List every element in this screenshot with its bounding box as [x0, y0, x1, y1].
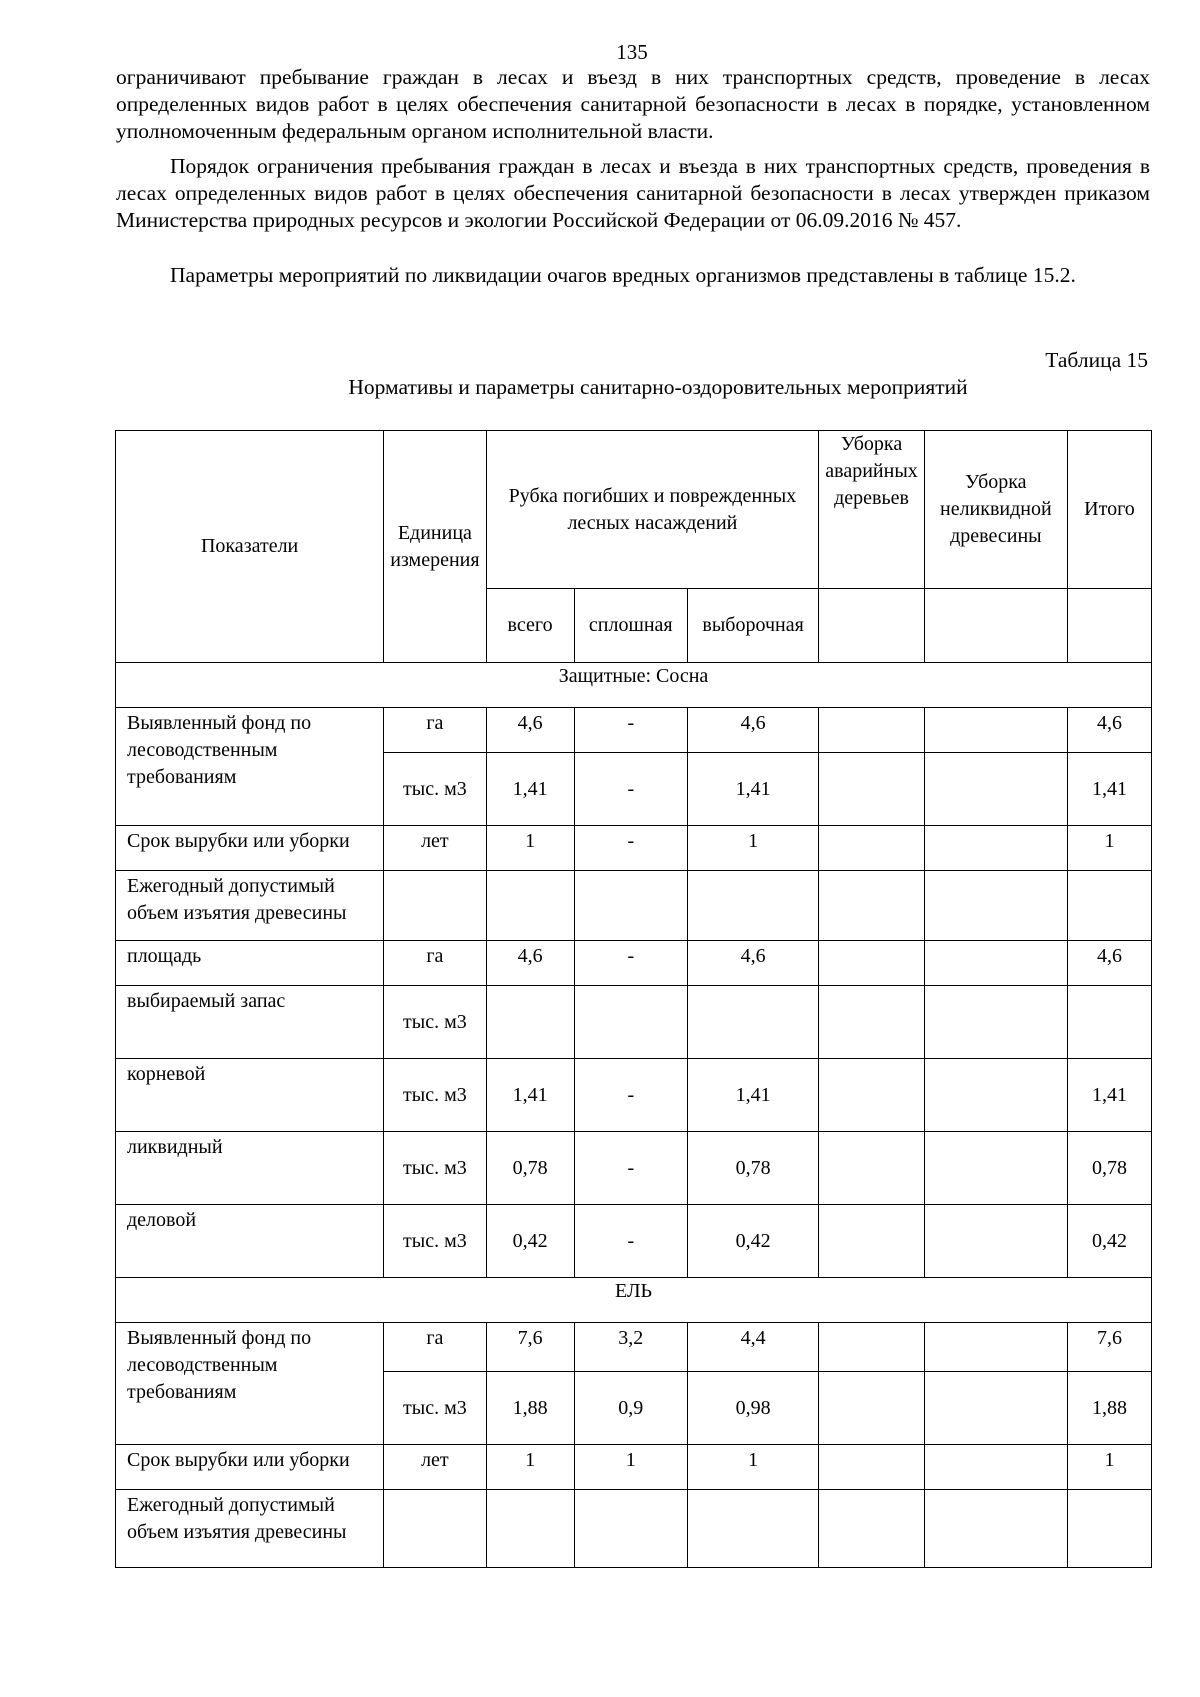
cell-illiquid	[924, 1490, 1067, 1568]
cell-clear: -	[574, 1132, 687, 1205]
row-unit: тыс. м3	[384, 1205, 486, 1278]
cell-total: 0,78	[1067, 1132, 1151, 1205]
cell-total: 0,42	[1067, 1205, 1151, 1278]
cell-all: 1,88	[486, 1372, 574, 1445]
cell-all: 1,41	[486, 1059, 574, 1132]
cell-all: 7,6	[486, 1323, 574, 1372]
table-row	[116, 871, 1152, 941]
norms-table	[115, 430, 1152, 1568]
cell-clear	[574, 986, 687, 1059]
table-row	[116, 1490, 1152, 1568]
table-row	[116, 826, 1152, 871]
cell-clear	[574, 1490, 687, 1568]
table-title: Нормативы и параметры санитарно-оздоровительных мероприятий	[348, 375, 968, 399]
cell-emergency	[819, 941, 924, 986]
row-unit: лет	[384, 1445, 486, 1490]
section-row	[116, 663, 1152, 708]
header-illiquid: Уборка неликвидной древесины	[924, 431, 1067, 589]
paragraph-2	[116, 153, 1150, 234]
table-row	[116, 986, 1152, 1059]
cell-illiquid	[924, 1445, 1067, 1490]
row-unit: тыс. м3	[384, 1372, 486, 1445]
cell-clear: 1	[574, 1445, 687, 1490]
cell-total: 1,41	[1067, 753, 1151, 826]
cell-all	[486, 1490, 574, 1568]
cell-emergency	[819, 871, 924, 941]
row-label: Выявленный фонд по лесоводственным требованиям	[116, 1323, 384, 1445]
cell-clear: 0,9	[574, 1372, 687, 1445]
paragraph-text: Порядок ограничения пребывания граждан в лесах и въезда в них транспортных средств, проведения в лесах определенных видов работ в целях обеспечения санитарной безопасности в лесах утвержден приказом Министерства природных ресурсов и экологии Российской Федерации от 06.09.2016 № 457.	[116, 154, 1150, 232]
cell-selective	[687, 1490, 818, 1568]
table-row	[116, 1323, 1152, 1372]
cell-emergency	[819, 708, 924, 753]
cell-selective: 1	[687, 1445, 818, 1490]
row-label: деловой	[116, 1205, 384, 1278]
cell-all: 4,6	[486, 941, 574, 986]
cell-illiquid	[924, 1059, 1067, 1132]
header-row-1	[116, 431, 1152, 589]
cell-illiquid	[924, 871, 1067, 941]
cell-selective: 1,41	[687, 1059, 818, 1132]
cell-total: 4,6	[1067, 941, 1151, 986]
cell-total	[1067, 986, 1151, 1059]
cell-illiquid	[924, 1132, 1067, 1205]
cell-all: 1	[486, 826, 574, 871]
cell-emergency	[819, 1132, 924, 1205]
row-unit: лет	[384, 826, 486, 871]
cell-clear: -	[574, 826, 687, 871]
table-row	[116, 1132, 1152, 1205]
cell-total: 1,88	[1067, 1372, 1151, 1445]
cell-clear: 3,2	[574, 1323, 687, 1372]
cell-illiquid	[924, 753, 1067, 826]
cell-illiquid	[924, 941, 1067, 986]
cell-emergency	[819, 1490, 924, 1568]
header-sub-clear: сплошная	[574, 589, 687, 663]
cell-illiquid	[924, 1372, 1067, 1445]
cell-clear: -	[574, 1059, 687, 1132]
cell-all: 0,42	[486, 1205, 574, 1278]
cell-emergency	[819, 1372, 924, 1445]
cell-emergency	[819, 1323, 924, 1372]
row-label: Ежегодный допустимый объем изъятия древесины	[116, 871, 384, 941]
paragraph-text: ограничивают пребывание граждан в лесах и въезд в них транспортных средств, проведение в лесах определенных видов работ в целях обеспечения санитарной безопасности в лесах в порядке, установленном уполномоченным федеральным органом исполнительной власти.	[116, 65, 1150, 143]
paragraph-text: Параметры мероприятий по ликвидации очагов вредных организмов представлены в таблице 15.2.	[170, 263, 1076, 287]
table-row	[116, 1205, 1152, 1278]
cell-all: 0,78	[486, 1132, 574, 1205]
paragraph-1	[116, 64, 1150, 145]
cell-selective: 0,42	[687, 1205, 818, 1278]
table-label: Таблица 15	[1045, 348, 1148, 372]
section-row	[116, 1278, 1152, 1323]
row-unit	[384, 871, 486, 941]
page-number: 135	[616, 40, 648, 64]
header-emergency: Уборка аварийных деревьев	[819, 431, 924, 589]
header-sub-empty	[924, 589, 1067, 663]
cell-emergency	[819, 1445, 924, 1490]
cell-illiquid	[924, 708, 1067, 753]
paragraph-3	[116, 262, 1150, 289]
header-total: Итого	[1067, 431, 1151, 589]
cell-total: 4,6	[1067, 708, 1151, 753]
table-row	[116, 941, 1152, 986]
row-label: Выявленный фонд по лесоводственным требованиям	[116, 708, 384, 826]
cell-all: 1,41	[486, 753, 574, 826]
cell-total	[1067, 871, 1151, 941]
cell-clear: -	[574, 1205, 687, 1278]
row-label: Срок вырубки или уборки	[116, 1445, 384, 1490]
cell-clear: -	[574, 708, 687, 753]
row-label: выбираемый запас	[116, 986, 384, 1059]
cell-all: 1	[486, 1445, 574, 1490]
cell-emergency	[819, 826, 924, 871]
cell-total: 7,6	[1067, 1323, 1151, 1372]
cell-emergency	[819, 1205, 924, 1278]
header-felling: Рубка погибших и поврежденных лесных насаждений	[486, 431, 819, 589]
header-indicators: Показатели	[116, 431, 384, 663]
cell-illiquid	[924, 1205, 1067, 1278]
cell-illiquid	[924, 826, 1067, 871]
header-sub-selective: выборочная	[687, 589, 818, 663]
cell-selective: 1	[687, 826, 818, 871]
cell-all	[486, 986, 574, 1059]
row-unit: га	[384, 941, 486, 986]
cell-selective: 4,6	[687, 708, 818, 753]
cell-emergency	[819, 986, 924, 1059]
cell-clear: -	[574, 753, 687, 826]
cell-illiquid	[924, 986, 1067, 1059]
cell-clear	[574, 871, 687, 941]
row-unit: тыс. м3	[384, 1059, 486, 1132]
row-unit: га	[384, 1323, 486, 1372]
cell-selective: 0,78	[687, 1132, 818, 1205]
header-sub-all: всего	[486, 589, 574, 663]
row-unit	[384, 1490, 486, 1568]
row-label: корневой	[116, 1059, 384, 1132]
cell-selective: 1,41	[687, 753, 818, 826]
table-row	[116, 708, 1152, 753]
cell-all	[486, 871, 574, 941]
header-sub-empty	[819, 589, 924, 663]
header-unit: Единица измерения	[384, 431, 486, 663]
row-unit: га	[384, 708, 486, 753]
cell-selective: 4,4	[687, 1323, 818, 1372]
cell-selective	[687, 986, 818, 1059]
section-title: ЕЛЬ	[116, 1278, 1152, 1323]
cell-selective: 0,98	[687, 1372, 818, 1445]
cell-all: 4,6	[486, 708, 574, 753]
row-unit: тыс. м3	[384, 1132, 486, 1205]
header-sub-empty	[1067, 589, 1151, 663]
cell-total: 1	[1067, 1445, 1151, 1490]
row-label: Срок вырубки или уборки	[116, 826, 384, 871]
cell-illiquid	[924, 1323, 1067, 1372]
cell-emergency	[819, 753, 924, 826]
cell-total: 1	[1067, 826, 1151, 871]
cell-selective: 4,6	[687, 941, 818, 986]
row-label: ликвидный	[116, 1132, 384, 1205]
row-label: Ежегодный допустимый объем изъятия древесины	[116, 1490, 384, 1568]
cell-selective	[687, 871, 818, 941]
row-label: площадь	[116, 941, 384, 986]
section-title: Защитные: Сосна	[116, 663, 1152, 708]
cell-total	[1067, 1490, 1151, 1568]
row-unit: тыс. м3	[384, 986, 486, 1059]
table-row	[116, 1059, 1152, 1132]
table-row	[116, 1445, 1152, 1490]
cell-total: 1,41	[1067, 1059, 1151, 1132]
row-unit: тыс. м3	[384, 753, 486, 826]
cell-clear: -	[574, 941, 687, 986]
cell-emergency	[819, 1059, 924, 1132]
